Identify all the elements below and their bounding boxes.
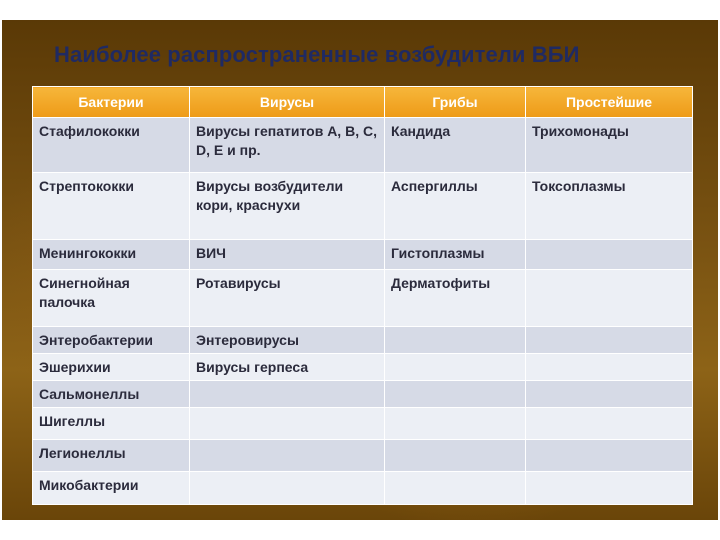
slide xyxy=(2,20,718,520)
table-cell xyxy=(526,381,693,408)
table-cell: Шигеллы xyxy=(33,408,190,440)
table-cell xyxy=(385,327,526,354)
pathogens-table xyxy=(32,86,693,505)
table-cell xyxy=(190,408,385,440)
table-cell: Трихомонады xyxy=(526,118,693,173)
table-row xyxy=(33,440,693,472)
table-cell: Аспергиллы xyxy=(385,173,526,240)
table-cell: Микобактерии xyxy=(33,472,190,505)
table-cell xyxy=(385,408,526,440)
table-cell: Вирусы гепатитов А, В, С, D, Е и пр. xyxy=(190,118,385,173)
table-cell xyxy=(526,472,693,505)
table-cell: Эшерихии xyxy=(33,354,190,381)
table-cell xyxy=(526,270,693,327)
header-viruses: Вирусы xyxy=(190,87,385,118)
table-cell xyxy=(385,472,526,505)
table-cell: Энтеровирусы xyxy=(190,327,385,354)
table-cell xyxy=(190,472,385,505)
table-row xyxy=(33,270,693,327)
table-cell: Вирусы возбудители кори, краснухи xyxy=(190,173,385,240)
table-cell xyxy=(190,381,385,408)
table-cell: Синегнойная палочка xyxy=(33,270,190,327)
table-row xyxy=(33,381,693,408)
table-row xyxy=(33,327,693,354)
table-cell xyxy=(385,440,526,472)
table-cell xyxy=(526,240,693,270)
table-cell xyxy=(526,440,693,472)
table-cell xyxy=(526,408,693,440)
slide-title: Наиболее распространенные возбудители ВБИ xyxy=(54,42,580,67)
table-cell: ВИЧ xyxy=(190,240,385,270)
table-row xyxy=(33,354,693,381)
table-row xyxy=(33,173,693,240)
table-cell: Кандида xyxy=(385,118,526,173)
table-row xyxy=(33,408,693,440)
table-row xyxy=(33,118,693,173)
table-cell: Дерматофиты xyxy=(385,270,526,327)
table-row xyxy=(33,472,693,505)
table-cell: Гистоплазмы xyxy=(385,240,526,270)
table-cell xyxy=(526,327,693,354)
table-cell xyxy=(526,354,693,381)
table-cell xyxy=(190,440,385,472)
table-cell xyxy=(385,354,526,381)
table-row xyxy=(33,240,693,270)
table-cell xyxy=(385,381,526,408)
table-cell: Стафилококки xyxy=(33,118,190,173)
table-header-row xyxy=(33,87,693,118)
header-bacteria: Бактерии xyxy=(33,87,190,118)
table-cell: Токсоплазмы xyxy=(526,173,693,240)
table-cell: Легионеллы xyxy=(33,440,190,472)
table-cell: Стрептококки xyxy=(33,173,190,240)
header-fungi: Грибы xyxy=(385,87,526,118)
table-cell: Ротавирусы xyxy=(190,270,385,327)
table-cell: Энтеробактерии xyxy=(33,327,190,354)
header-protozoa: Простейшие xyxy=(526,87,693,118)
table-cell: Вирусы герпеса xyxy=(190,354,385,381)
table-cell: Менингококки xyxy=(33,240,190,270)
table-cell: Сальмонеллы xyxy=(33,381,190,408)
